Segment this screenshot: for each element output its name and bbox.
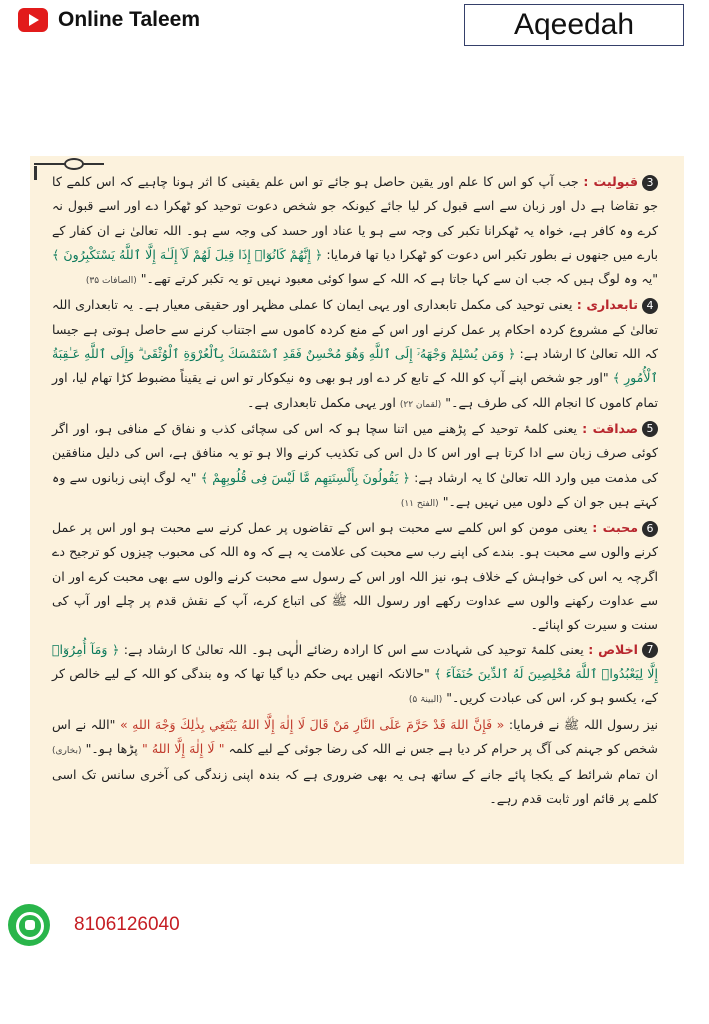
- reference: (الفتح ۱۱): [400, 498, 439, 509]
- section-text: یعنی مومن کو اس کلمے سے محبت ہو اس کے تقاضوں پر عمل کرنے سے محبت ہو اور اس پر عمل کرنے والوں سے محبت ہو۔ بندے کی اپنے رب سے محبت کی علامت یہ ہے کہ وہ اللہ کی محبوب چیزوں کو ترجیح دے اگرچہ یہ اس کی خواہش کے خلاف ہو، نیز اللہ اور اس کے رسول سے محبت کرنے والوں سے بھی محبت کرے اور ان سے عداوت رکھنے والوں سے عداوت رکھے اور رسول اللہ ﷺ کی اتباع کرے، آپ کے نقش قدم پر چلے اور آپ کی سنت و سیرت کو اپنائے۔: [52, 520, 658, 633]
- section-number: 3: [642, 175, 658, 191]
- scanned-book-page: [30, 156, 684, 864]
- section-number: 6: [642, 521, 658, 537]
- reference: (بخاری): [52, 745, 82, 756]
- section-text: یعنی توحید کی مکمل تابعداری اور یہی ایمان کا عملی مظہر اور حقیقی معیار ہے۔ یہ تابعداری اللہ تعالیٰ کے مشروع کردہ احکام پر عمل کرنے اور اس کے منع کردہ کاموں سے اجتناب کرنے سے حاصل ہوتی ہے جیسا کہ اللہ تعالیٰ کا ارشاد ہے:: [52, 297, 658, 362]
- quran-verse: ﴿ وَمَن يُسْلِمْ وَجْهَهُۥٓ إِلَى ٱللَّهِ وَهُوَ مُحْسِنٌ فَقَدِ ٱسْتَمْسَكَ بِٱلْعُرْوَةِ ٱلْوُثْقَىٰ ۗ وَإِلَى ٱللَّهِ عَـٰقِبَةُ ٱلْأُمُورِ ﴾: [52, 346, 658, 386]
- section-heading: محبت :: [592, 520, 638, 536]
- section-text: جب آپ کو اس کا علم اور یقین حاصل ہو جائے تو اس علم یقینی کا اثر ہونا چاہیے کہ اس کلمے کا جو تقاضا ہے دل اور زبان سے اسے قبول کر لیا جائے کیونکہ جو شخص دعوت توحید کو ٹھکرا دے اور اسے قبول نہ کرے وہ کافر ہے، خواہ یہ ٹھکرانا تکبر کی وجہ سے ہو یا عناد اور حسد کی وجہ سے ہو۔ اللہ تعالیٰ نے ان کفار کے بارے میں جنھوں نے بطور تکبر اس دعوت کو ٹھکرا دیا تھا فرمایا:: [52, 174, 658, 262]
- section-text: "حالانکہ انھیں یہی حکم دیا گیا تھا کہ وہ بندگی کو اللہ کے لیے خالص کر کے، یکسو ہو کر، اس کی عبادت کریں۔": [52, 665, 658, 706]
- whatsapp-icon[interactable]: [8, 904, 50, 946]
- section-number: 4: [642, 298, 658, 314]
- footer: [0, 902, 709, 952]
- section-heading: تابعداری :: [576, 297, 638, 313]
- section-number: 7: [642, 642, 658, 658]
- topic-label: Aqeedah: [464, 4, 684, 46]
- section-text: اور یہی مکمل تابعداری ہے۔: [247, 394, 400, 410]
- section-heading: اخلاص :: [588, 641, 638, 657]
- section-text: نیز رسول اللہ ﷺ نے فرمایا:: [504, 716, 658, 732]
- quran-verse: ﴿ وَمَآ أُمِرُوٓا۟ إِلَّا لِيَعْبُدُوا۟ ٱللَّهَ مُخْلِصِينَ لَهُ ٱلدِّينَ حُنَفَآءَ ﴾: [52, 641, 658, 681]
- quran-verse: ﴿ يَقُولُونَ بِأَلْسِنَتِهِم مَّا لَيْسَ فِى قُلُوبِهِمْ ﴾: [200, 469, 410, 485]
- brand-name: Online Taleem: [58, 8, 200, 31]
- section-6: [52, 713, 658, 812]
- hadith-text: « فَإِنَّ اللهَ قَدْ حَرَّمَ عَلَى النَّارِ مَنْ قَالَ لَا إِلٰهَ إِلَّا اللهُ يَبْتَغِي بِذٰلِكَ وَجْهَ اللهِ »: [119, 716, 505, 732]
- reference: (البینۃ ۵): [408, 695, 443, 706]
- section-text: یعنی کلمۂ توحید کی شہادت سے اس کا ارادہ رضائے الٰہی ہو۔ اللہ تعالیٰ کا ارشاد ہے:: [119, 641, 589, 657]
- section-heading: قبولیت :: [583, 174, 639, 189]
- page-content: [52, 170, 658, 812]
- section-heading: صداقت :: [582, 420, 638, 436]
- section-4: [52, 516, 658, 637]
- section-3: [52, 417, 658, 516]
- section-text: "اور جو شخص اپنے آپ کو اللہ کے تابع کر دے اور ہو بھی وہ نیکوکار تو اس نے یقیناً مضبوط کڑا تھام لیا، اور تمام کاموں کا انجام اللہ کی طرف ہے۔": [52, 370, 658, 410]
- section-text: ان تمام شرائط کے یکجا پائے جانے کے ساتھ ہی یہ بھی ضروری ہے کہ بندہ اپنی زندگی کی آخری سانس تک اسی کلمے پر قائم اور ثابت قدم رہے۔: [52, 767, 658, 807]
- reference: (الصافات ۳۵): [85, 276, 137, 287]
- youtube-icon[interactable]: [18, 8, 48, 32]
- section-text: "یہ لوگ اپنی زبانوں سے وہ کہتے ہیں جو ان کے دلوں میں نہیں ہے۔": [52, 469, 658, 509]
- section-1: [52, 170, 658, 293]
- hadith-text: " لَا إِلٰهَ إِلَّا اللهُ ": [141, 740, 225, 756]
- section-text: "اللہ نے اس شخص کو جہنم کی آگ پر حرام کر دیا ہے جس نے اللہ کی رضا جوئی کے لیے کلمہ: [52, 716, 658, 756]
- brand: [18, 8, 200, 32]
- phone-number[interactable]: 8106126040: [74, 914, 180, 935]
- section-text: یعنی کلمۂ توحید کے پڑھنے میں اتنا سچا ہو کہ اس کی سچائی کذب و نفاق کے منافی ہو، اور اگر کوئی صرف زبان سے ادا کرتا ہے اور اس کا دل اس کی تکذیب کرنے والا ہو تو یہ منافق ہے، اس کی دلیل منافقین کی مذمت میں وارد اللہ تعالیٰ کا یہ ارشاد ہے:: [52, 420, 658, 485]
- section-text: "یہ وہ لوگ ہیں کہ جب ان سے کہا جاتا ہے کہ اللہ کے سوا کوئی معبود نہیں تو یہ تکبر کرتے تھے۔": [136, 271, 658, 287]
- section-text: پڑھا ہو۔": [81, 740, 142, 756]
- section-2: [52, 293, 658, 416]
- section-number: 5: [642, 421, 658, 437]
- quran-verse: ﴿ إِنَّهُمْ كَانُوٓا۟ إِذَا قِيلَ لَهُمْ لَآ إِلَـٰهَ إِلَّا ٱللَّهُ يَسْتَكْبِرُونَ ﴾: [52, 246, 323, 262]
- reference: (لقمان ۲۲): [399, 399, 442, 410]
- ornament-icon: [34, 158, 104, 170]
- section-5: [52, 638, 658, 713]
